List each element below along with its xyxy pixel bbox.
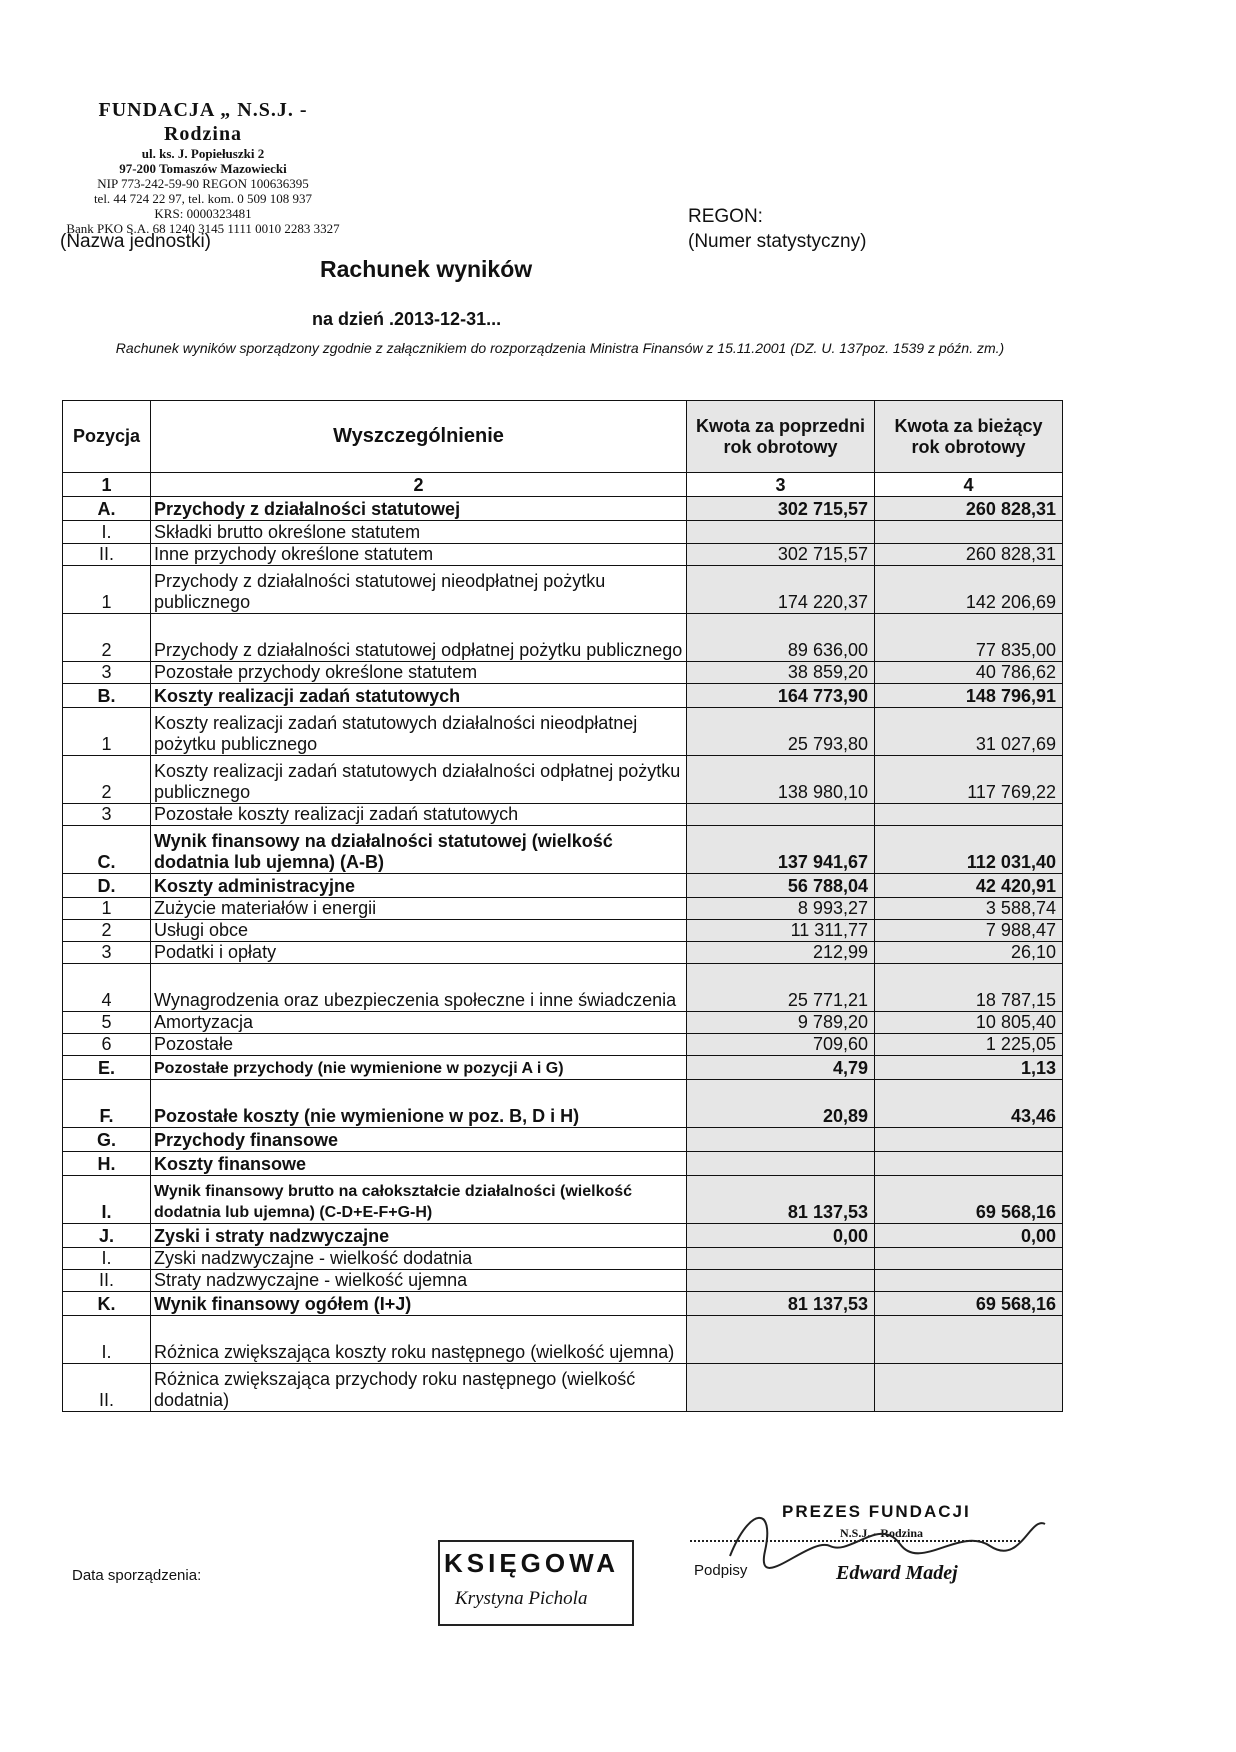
row-previous-amount: 89 636,00 [687,614,875,662]
row-current-amount [875,1152,1063,1176]
row-description: Różnica zwiększająca przychody roku następnego (wielkość dodatnia) [151,1364,687,1412]
header-description: Wyszczególnienie [151,401,687,473]
row-position: II. [63,1270,151,1292]
row-previous-amount: 81 137,53 [687,1292,875,1316]
row-previous-amount: 11 311,77 [687,920,875,942]
row-description: Podatki i opłaty [151,942,687,964]
table-row [63,1176,1063,1224]
row-previous-amount: 0,00 [687,1224,875,1248]
row-description: Pozostałe [151,1034,687,1056]
row-current-amount: 40 786,62 [875,662,1063,684]
table-row [63,1364,1063,1412]
header-current-year: Kwota za bieżący rok obrotowy [875,401,1063,473]
regon-sub: (Numer statystyczny) [688,231,867,252]
row-description: Amortyzacja [151,1012,687,1034]
row-previous-amount: 81 137,53 [687,1176,875,1224]
table-row [63,1080,1063,1128]
stamp-city: 97-200 Tomaszów Mazowiecki [119,161,287,176]
row-position: 2 [63,920,151,942]
row-description: Usługi obce [151,920,687,942]
row-previous-amount: 4,79 [687,1056,875,1080]
row-current-amount: 142 206,69 [875,566,1063,614]
table-row [63,898,1063,920]
row-previous-amount [687,1364,875,1412]
row-current-amount: 148 796,91 [875,684,1063,708]
row-position: K. [63,1292,151,1316]
row-current-amount [875,1128,1063,1152]
row-description: Koszty realizacji zadań statutowych [151,684,687,708]
table-row [63,1152,1063,1176]
table-row [63,1224,1063,1248]
row-previous-amount: 8 993,27 [687,898,875,920]
row-current-amount: 69 568,16 [875,1176,1063,1224]
row-position: 1 [63,566,151,614]
row-current-amount [875,521,1063,544]
table-row [63,964,1063,1012]
row-position: I. [63,1176,151,1224]
row-previous-amount [687,1270,875,1292]
table-row [63,1128,1063,1152]
row-position: 3 [63,804,151,826]
row-position: 1 [63,898,151,920]
table-row [63,1292,1063,1316]
row-position: 2 [63,614,151,662]
row-previous-amount: 164 773,90 [687,684,875,708]
col-index-3: 3 [687,473,875,497]
page-title: Rachunek wyników [320,256,533,282]
table-row [63,708,1063,756]
row-description: Koszty administracyjne [151,874,687,898]
row-current-amount: 1,13 [875,1056,1063,1080]
row-previous-amount: 38 859,20 [687,662,875,684]
table-row [63,614,1063,662]
table-row [63,662,1063,684]
foundation-name: FUNDACJA „ N.S.J. - Rodzina [98,99,308,145]
row-description: Wynik finansowy na działalności statutowej (wielkość dodatnia lub ujemna) (A-B) [151,826,687,874]
row-description: Pozostałe koszty realizacji zadań statutowych [151,804,687,826]
row-position: F. [63,1080,151,1128]
table-row [63,826,1063,874]
row-current-amount: 69 568,16 [875,1292,1063,1316]
row-current-amount: 117 769,22 [875,756,1063,804]
table-row [63,1056,1063,1080]
row-description: Pozostałe przychody (nie wymienione w pozycji A i G) [151,1056,687,1080]
row-current-amount: 77 835,00 [875,614,1063,662]
stamp-bank: Bank PKO S.A. 68 1240 3145 1111 0010 2283 3327 [66,221,340,236]
row-position: 5 [63,1012,151,1034]
row-description: Różnica zwiększająca koszty roku następnego (wielkość ujemna) [151,1316,687,1364]
row-current-amount: 3 588,74 [875,898,1063,920]
row-description: Wynik finansowy ogółem (I+J) [151,1292,687,1316]
row-previous-amount: 20,89 [687,1080,875,1128]
row-description: Pozostałe przychody określone statutem [151,662,687,684]
row-current-amount: 260 828,31 [875,544,1063,566]
row-position: H. [63,1152,151,1176]
row-previous-amount [687,521,875,544]
row-current-amount [875,804,1063,826]
row-description: Koszty finansowe [151,1152,687,1176]
row-position: D. [63,874,151,898]
row-position: J. [63,1224,151,1248]
row-previous-amount: 137 941,67 [687,826,875,874]
row-position: 2 [63,756,151,804]
row-description: Koszty realizacji zadań statutowych działalności odpłatnej pożytku publicznego [151,756,687,804]
row-previous-amount: 212,99 [687,942,875,964]
table-row [63,920,1063,942]
stamp-krs: KRS: 0000323481 [154,206,252,221]
row-position: I. [63,1248,151,1270]
row-previous-amount: 174 220,37 [687,566,875,614]
results-table [62,400,1063,1412]
row-position: 1 [63,708,151,756]
row-position: C. [63,826,151,874]
table-row [63,1316,1063,1364]
regon-label: REGON: [688,206,763,227]
row-previous-amount: 25 771,21 [687,964,875,1012]
table-row [63,1270,1063,1292]
row-current-amount: 0,00 [875,1224,1063,1248]
row-current-amount: 43,46 [875,1080,1063,1128]
stamp-street: ul. ks. J. Popiełuszki 2 [141,146,265,161]
row-description: Przychody z działalności statutowej nieodpłatnej pożytku publicznego [151,566,687,614]
president-org: N.S.J. - Rodzina [840,1526,924,1540]
row-description: Wynik finansowy brutto na całokształcie działalności (wielkość dodatnia lub ujemna) (C-D+E-F+G-H) [151,1176,687,1224]
president-label: PREZES FUNDACJI [782,1502,971,1521]
date-label: Data sporządzenia: [72,1567,202,1584]
row-position: 3 [63,942,151,964]
col-index-2: 2 [151,473,687,497]
row-position: I. [63,1316,151,1364]
report-date: na dzień .2013-12-31... [312,309,502,329]
row-previous-amount: 25 793,80 [687,708,875,756]
row-previous-amount: 709,60 [687,1034,875,1056]
row-description: Inne przychody określone statutem [151,544,687,566]
row-previous-amount [687,1152,875,1176]
accountant-label: KSIĘGOWA [444,1548,620,1578]
row-description: Przychody z działalności statutowej [151,497,687,521]
table-row [63,544,1063,566]
row-description: Przychody finansowe [151,1128,687,1152]
signatures-label: Podpisy [694,1562,748,1579]
row-position: 3 [63,662,151,684]
row-previous-amount: 56 788,04 [687,874,875,898]
header-previous-year: Kwota za poprzedni rok obrotowy [687,401,875,473]
row-position: G. [63,1128,151,1152]
table-row [63,942,1063,964]
table-row [63,1012,1063,1034]
row-current-amount [875,1364,1063,1412]
row-description: Pozostałe koszty (nie wymienione w poz. B, D i H) [151,1080,687,1128]
row-current-amount: 26,10 [875,942,1063,964]
row-position: E. [63,1056,151,1080]
header-position: Pozycja [63,401,151,473]
table-row [63,684,1063,708]
row-current-amount: 1 225,05 [875,1034,1063,1056]
accountant-signature: Krystyna Pichola [455,1588,588,1609]
row-previous-amount: 138 980,10 [687,756,875,804]
row-current-amount: 31 027,69 [875,708,1063,756]
row-current-amount [875,1270,1063,1292]
row-current-amount: 10 805,40 [875,1012,1063,1034]
col-index-4: 4 [875,473,1063,497]
entity-label: (Nazwa jednostki) [60,231,211,252]
row-current-amount [875,1248,1063,1270]
president-name: Edward Madej [836,1562,958,1584]
table-row [63,1034,1063,1056]
row-description: Zyski i straty nadzwyczajne [151,1224,687,1248]
row-previous-amount [687,1248,875,1270]
row-position: I. [63,521,151,544]
row-position: II. [63,544,151,566]
row-description: Koszty realizacji zadań statutowych działalności nieodpłatnej pożytku publicznego [151,708,687,756]
stamp-nip-regon: NIP 773-242-59-90 REGON 100636395 [97,176,309,191]
row-description: Przychody z działalności statutowej odpłatnej pożytku publicznego [151,614,687,662]
row-current-amount: 112 031,40 [875,826,1063,874]
row-current-amount: 260 828,31 [875,497,1063,521]
row-current-amount: 18 787,15 [875,964,1063,1012]
table-row [63,874,1063,898]
row-description: Wynagrodzenia oraz ubezpieczenia społeczne i inne świadczenia [151,964,687,1012]
table-row [63,756,1063,804]
row-previous-amount: 302 715,57 [687,544,875,566]
row-description: Składki brutto określone statutem [151,521,687,544]
table-row [63,521,1063,544]
row-position: B. [63,684,151,708]
table-row [63,1248,1063,1270]
row-current-amount: 7 988,47 [875,920,1063,942]
row-previous-amount: 9 789,20 [687,1012,875,1034]
row-previous-amount: 302 715,57 [687,497,875,521]
col-index-1: 1 [63,473,151,497]
row-position: II. [63,1364,151,1412]
row-previous-amount [687,1128,875,1152]
row-previous-amount [687,804,875,826]
row-position: A. [63,497,151,521]
stamp-phones: tel. 44 724 22 97, tel. kom. 0 509 108 937 [93,191,313,206]
row-current-amount: 42 420,91 [875,874,1063,898]
foundation-stamp [58,98,348,236]
row-description: Zużycie materiałów i energii [151,898,687,920]
row-position: 4 [63,964,151,1012]
row-previous-amount [687,1316,875,1364]
row-description: Zyski nadzwyczajne - wielkość dodatnia [151,1248,687,1270]
row-description: Straty nadzwyczajne - wielkość ujemna [151,1270,687,1292]
legal-note: Rachunek wyników sporządzony zgodnie z załącznikiem do rozporządzenia Ministra Finansów z 15.11.2001 (DZ. U. 137poz. 1539 z późn. zm.) [115,340,1005,356]
row-current-amount [875,1316,1063,1364]
table-row [63,566,1063,614]
table-row [63,804,1063,826]
table-row [63,497,1063,521]
row-position: 6 [63,1034,151,1056]
